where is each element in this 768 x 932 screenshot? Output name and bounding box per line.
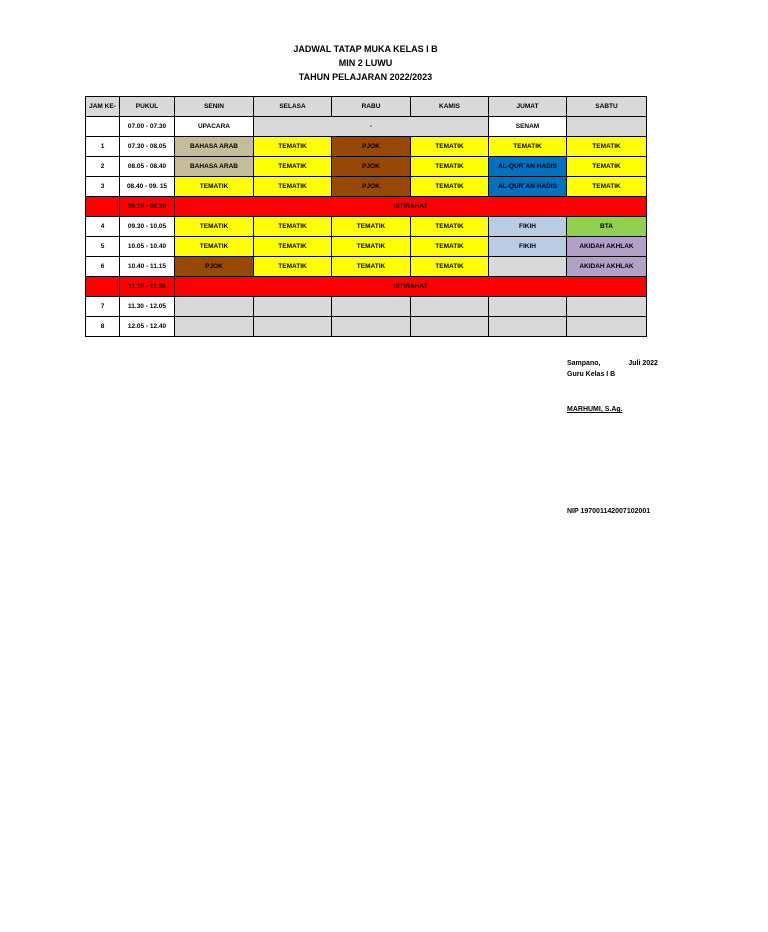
cell-selasa-kamis: -: [254, 117, 489, 137]
header-sabtu: SABTU: [567, 97, 647, 117]
cell-jam: [86, 197, 120, 217]
cell-jam: 5: [86, 237, 120, 257]
cell-jam: 3: [86, 177, 120, 197]
cell-jam: [86, 117, 120, 137]
cell-rabu: TEMATIK: [332, 257, 411, 277]
title-line-1: JADWAL TATAP MUKA KELAS I B: [293, 44, 438, 54]
cell-sabtu: [567, 117, 647, 137]
cell-rabu: TEMATIK: [332, 217, 411, 237]
cell-jumat: SENAM: [489, 117, 567, 137]
cell-senin: TEMATIK: [175, 217, 254, 237]
cell-jam: 1: [86, 137, 120, 157]
cell-selasa: TEMATIK: [254, 257, 332, 277]
schedule-table: [85, 96, 647, 337]
table-row: [86, 297, 647, 317]
cell-sabtu: BTA: [567, 217, 647, 237]
cell-jam: [86, 277, 120, 297]
cell-pukul: 11.30 - 12.05: [120, 297, 175, 317]
table-row: [86, 317, 647, 337]
cell-jumat: [489, 317, 567, 337]
cell-senin: [175, 317, 254, 337]
cell-jam: 6: [86, 257, 120, 277]
cell-pukul: 11.15 - 11.30: [120, 277, 175, 297]
header-pukul: PUKUL: [120, 97, 175, 117]
cell-selasa: [254, 297, 332, 317]
cell-senin: BAHASA ARAB: [175, 137, 254, 157]
cell-jam: 8: [86, 317, 120, 337]
cell-pukul: 07.00 - 07.30: [120, 117, 175, 137]
cell-senin: TEMATIK: [175, 177, 254, 197]
cell-kamis: TEMATIK: [411, 177, 489, 197]
cell-selasa: TEMATIK: [254, 237, 332, 257]
break-label: ISTIRAHAT: [175, 197, 647, 217]
cell-jam: 2: [86, 157, 120, 177]
cell-jumat: [489, 257, 567, 277]
cell-sabtu: AKIDAH AKHLAK: [567, 257, 647, 277]
signature-place: Sampano,: [567, 360, 601, 367]
cell-senin: BAHASA ARAB: [175, 157, 254, 177]
cell-kamis: TEMATIK: [411, 217, 489, 237]
cell-jumat: AL-QUR`AN HADIS: [489, 157, 567, 177]
cell-rabu: PJOK: [332, 177, 411, 197]
header-jam: JAM KE-: [86, 97, 120, 117]
header-kamis: KAMIS: [411, 97, 489, 117]
cell-selasa: TEMATIK: [254, 137, 332, 157]
schedule-title: [85, 42, 646, 84]
cell-sabtu: AKIDAH AKHLAK: [567, 237, 647, 257]
cell-pukul: 08.05 - 08.40: [120, 157, 175, 177]
table-row: [86, 157, 647, 177]
cell-jumat: TEMATIK: [489, 137, 567, 157]
cell-senin: UPACARA: [175, 117, 254, 137]
cell-rabu: PJOK: [332, 137, 411, 157]
cell-pukul: 08.40 - 09. 15: [120, 177, 175, 197]
title-line-3: TAHUN PELAJARAN 2022/2023: [298, 72, 433, 82]
cell-rabu: [332, 317, 411, 337]
cell-jam: 7: [86, 297, 120, 317]
signature-nip: NIP 197001142007102001: [567, 508, 651, 515]
header-senin: SENIN: [175, 97, 254, 117]
header-jumat: JUMAT: [489, 97, 567, 117]
cell-kamis: TEMATIK: [411, 237, 489, 257]
break-row: [86, 277, 647, 297]
cell-senin: [175, 297, 254, 317]
cell-pukul: 09.30 - 10.05: [120, 217, 175, 237]
cell-sabtu: TEMATIK: [567, 157, 647, 177]
cell-selasa: TEMATIK: [254, 157, 332, 177]
cell-selasa: TEMATIK: [254, 177, 332, 197]
title-line-2: MIN 2 LUWU: [338, 58, 393, 68]
cell-selasa: TEMATIK: [254, 217, 332, 237]
cell-senin: PJOK: [175, 257, 254, 277]
cell-kamis: TEMATIK: [411, 257, 489, 277]
cell-jumat: FIKIH: [489, 217, 567, 237]
table-row: [86, 257, 647, 277]
cell-pukul: 12.05 - 12.40: [120, 317, 175, 337]
signature-role: Guru Kelas I B: [567, 371, 616, 378]
cell-jumat: FIKIH: [489, 237, 567, 257]
table-row: [86, 177, 647, 197]
table-header-row: [86, 97, 647, 117]
cell-kamis: [411, 317, 489, 337]
signature-date: Juli 2022: [628, 360, 658, 367]
cell-jumat: [489, 297, 567, 317]
cell-pukul: 10.05 - 10.40: [120, 237, 175, 257]
cell-jam: 4: [86, 217, 120, 237]
table-row: [86, 137, 647, 157]
signature-place-date: [567, 359, 658, 369]
cell-rabu: PJOK: [332, 157, 411, 177]
break-row: [86, 197, 647, 217]
header-selasa: SELASA: [254, 97, 332, 117]
cell-selasa: [254, 317, 332, 337]
cell-jumat: AL-QUR`AN HADIS: [489, 177, 567, 197]
cell-senin: TEMATIK: [175, 237, 254, 257]
cell-rabu: [332, 297, 411, 317]
cell-pukul: 10.40 - 11.15: [120, 257, 175, 277]
cell-kamis: TEMATIK: [411, 137, 489, 157]
cell-sabtu: [567, 297, 647, 317]
cell-kamis: [411, 297, 489, 317]
cell-sabtu: TEMATIK: [567, 177, 647, 197]
break-label: ISTIRAHAT: [175, 277, 647, 297]
cell-rabu: TEMATIK: [332, 237, 411, 257]
cell-sabtu: TEMATIK: [567, 137, 647, 157]
table-row: [86, 117, 647, 137]
table-row: [86, 237, 647, 257]
cell-sabtu: [567, 317, 647, 337]
cell-pukul: 09.15 - 09.30: [120, 197, 175, 217]
table-row: [86, 217, 647, 237]
cell-kamis: TEMATIK: [411, 157, 489, 177]
header-rabu: RABU: [332, 97, 411, 117]
cell-pukul: 07.30 - 08.05: [120, 137, 175, 157]
signature-name: MARHUMI, S.Ag.: [567, 406, 623, 413]
